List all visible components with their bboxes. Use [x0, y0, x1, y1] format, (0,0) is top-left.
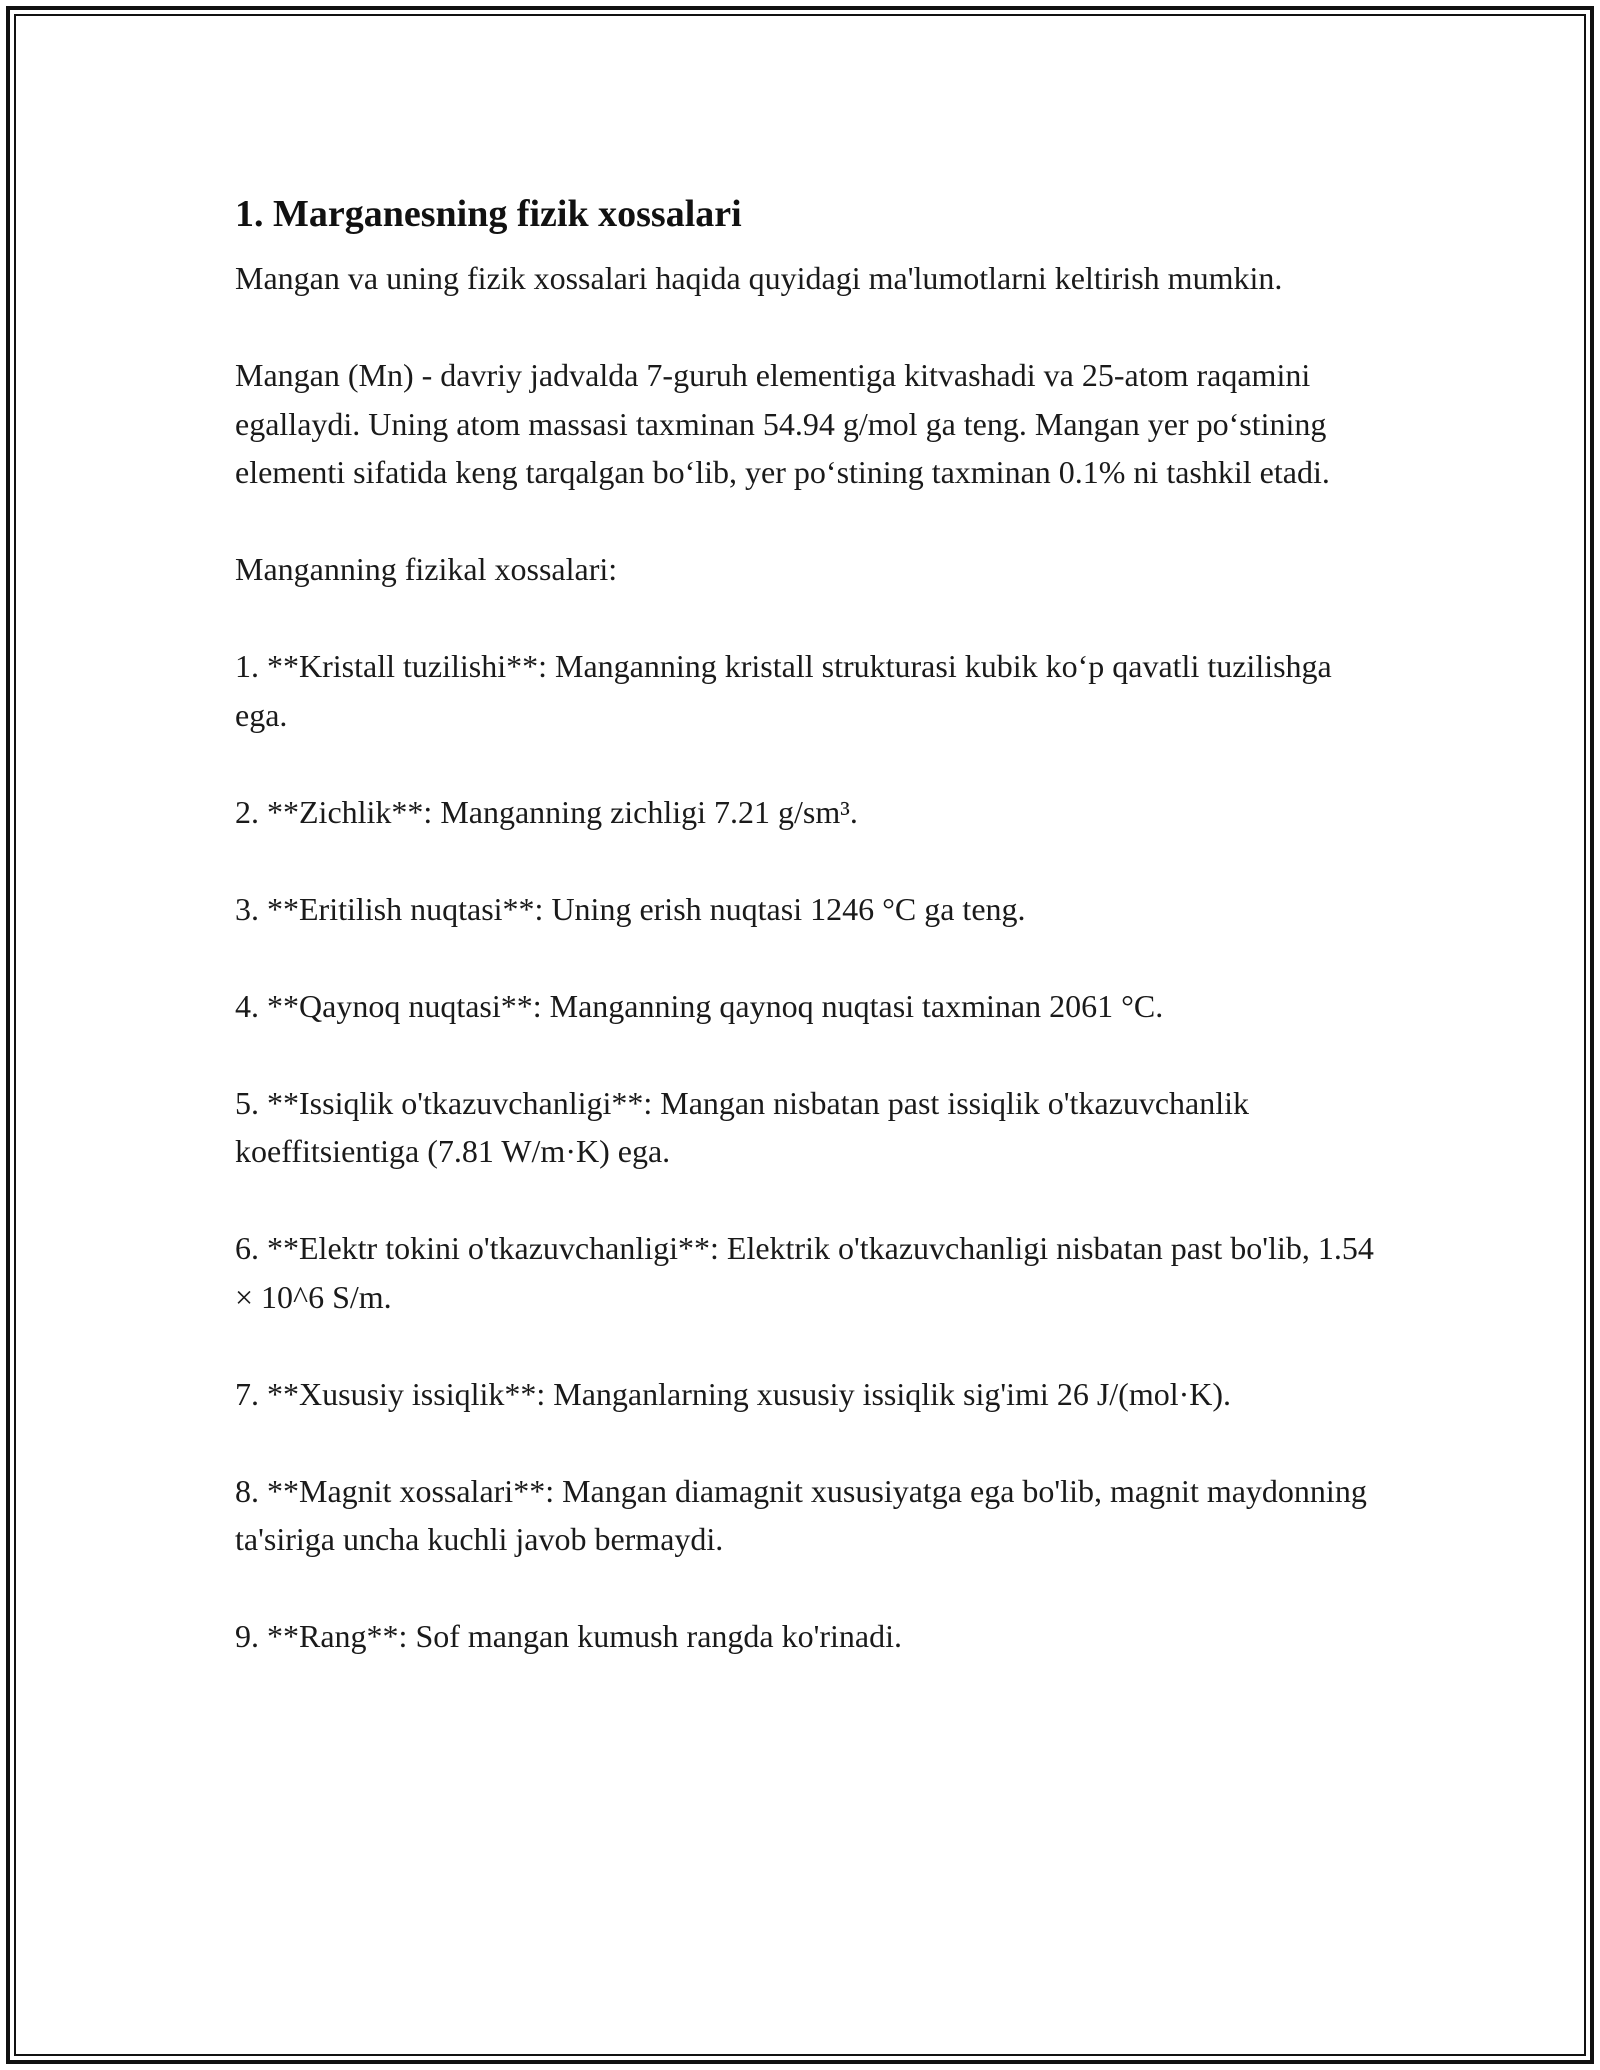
section-heading: 1. Marganesning fizik xossalari — [235, 193, 742, 235]
properties-list — [235, 642, 1375, 1661]
list-title: Manganning fizikal xossalari: — [235, 551, 618, 587]
list-item-thermal-conductivity: 5. **Issiqlik o'tkazuvchanligi**: Mangan nisbatan past issiqlik o'tkazuvchanlik koeffitsientiga (7.81 W/m·K) ega. — [235, 1084, 1250, 1169]
list-item-electrical-conductivity: 6. **Elektr tokini o'tkazuvchanligi**: Elektrik o'tkazuvchanligi nisbatan past bo'lib, 1.54 × 10^6 S/m. — [235, 1230, 1374, 1315]
list-item-magnetic: 8. **Magnit xossalari**: Mangan diamagnit xususiyatga ega bo'lib, magnit maydonning ta'siriga uncha kuchli javob bermaydi. — [235, 1472, 1367, 1557]
list-item-density: 2. **Zichlik**: Manganning zichligi 7.21 g/sm³. — [235, 793, 858, 830]
list-item-specific-heat: 7. **Xususiy issiqlik**: Manganlarning xususiy issiqlik sig'imi 26 J/(mol·K). — [235, 1375, 1232, 1412]
overview-paragraph: Mangan (Mn) - davriy jadvalda 7-guruh elementiga kitvashadi va 25-atom raqamini egallaydi. Uning atom massasi taxminan 54.94 g/mol ga teng. Mangan yer po‘stining elementi sifatida keng tarqalgan bo‘lib, yer po‘stining taxminan 0.1% ni tashkil etadi. — [235, 357, 1330, 490]
list-item-color: 9. **Rang**: Sof mangan kumush rangda ko'rinadi. — [235, 1618, 902, 1654]
document-body — [235, 186, 1375, 1709]
intro-paragraph: Mangan va uning fizik xossalari haqida quyidagi ma'lumotlarni keltirish mumkin. — [235, 260, 1283, 296]
list-item-melting: 3. **Eritilish nuqtasi**: Uning erish nuqtasi 1246 °C ga teng. — [235, 890, 1026, 927]
list-item-boiling: 4. **Qaynoq nuqtasi**: Manganning qaynoq nuqtasi taxminan 2061 °C. — [235, 987, 1164, 1024]
list-item-crystal: 1. **Kristall tuzilishi**: Manganning kristall strukturasi kubik ko‘p qavatli tuzilishga ega. — [235, 648, 1332, 733]
